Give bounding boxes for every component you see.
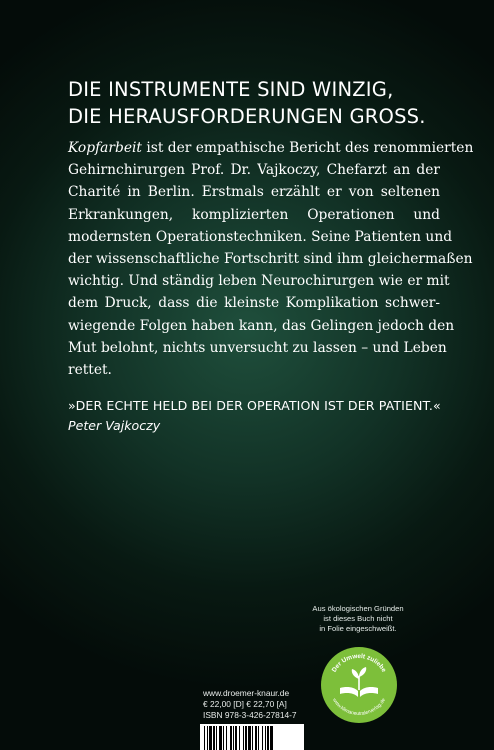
eco-badge-graphic bbox=[320, 646, 398, 724]
book-title: Kopfarbeit bbox=[68, 140, 142, 156]
publisher-website[interactable]: www.droemer-knaur.de bbox=[203, 688, 290, 698]
eco-badge bbox=[320, 646, 398, 724]
isbn: ISBN 978-3-426-27814-7 bbox=[203, 710, 297, 720]
blurb-line: wichtig. Und ständig leben Neurochirurgen wie er mit bbox=[68, 273, 450, 290]
price-block bbox=[203, 688, 303, 721]
blurb-line: wiegende Folgen haben kann, das Gelingen jedoch den bbox=[68, 317, 455, 334]
blurb-line: modernsten Operationstechniken. Seine Patienten und bbox=[68, 228, 453, 245]
headline bbox=[68, 76, 468, 130]
badge-bottom-text: www.klimaneutralerverlag.de bbox=[330, 697, 388, 718]
headline-line-2: DIE HERAUSFORDERUNGEN GROSS. bbox=[68, 105, 426, 128]
headline-line-1: DIE INSTRUMENTE SIND WINZIG, bbox=[68, 78, 394, 101]
blurb-line: Gehirnchirurgen Prof. Dr. Vajkoczy, Chefarzt an der bbox=[68, 162, 440, 179]
eco-note bbox=[285, 604, 431, 634]
blurb-line: Charité in Berlin. Erstmals erzählt er von seltenen bbox=[68, 184, 440, 201]
blurb-line: der wissenschaftliche Fortschritt sind ihm gleichermaßen bbox=[68, 251, 473, 268]
blurb-line: rettet. bbox=[68, 362, 112, 379]
quote-text: »DER ECHTE HELD BEI DER OPERATION IST DER PATIENT.« bbox=[68, 398, 441, 413]
blurb-line: Erkrankungen, komplizierten Operationen und bbox=[68, 206, 440, 223]
barcode-bars bbox=[200, 724, 304, 750]
quote-author: Peter Vajkoczy bbox=[68, 418, 161, 433]
blurb-line: Kopfarbeit ist der empathische Bericht des renommierten bbox=[68, 140, 474, 156]
author-quote bbox=[68, 396, 448, 436]
price-line: € 22,00 [D] € 22,70 [A] bbox=[203, 699, 287, 709]
blurb-line: dem Druck, dass die kleinste Komplikation schwer- bbox=[68, 295, 440, 312]
eco-note-line: Aus ökologischen Gründen bbox=[312, 604, 404, 613]
eco-note-line: ist dieses Buch nicht bbox=[323, 614, 393, 623]
blurb-line: Mut belohnt, nichts unversucht zu lassen – und Leben bbox=[68, 339, 447, 356]
badge-top-text: Der Umwelt zuliebe bbox=[330, 652, 388, 674]
barcode bbox=[200, 724, 304, 750]
blurb-text bbox=[68, 137, 474, 381]
eco-note-line: in Folie eingeschweißt. bbox=[319, 624, 397, 633]
